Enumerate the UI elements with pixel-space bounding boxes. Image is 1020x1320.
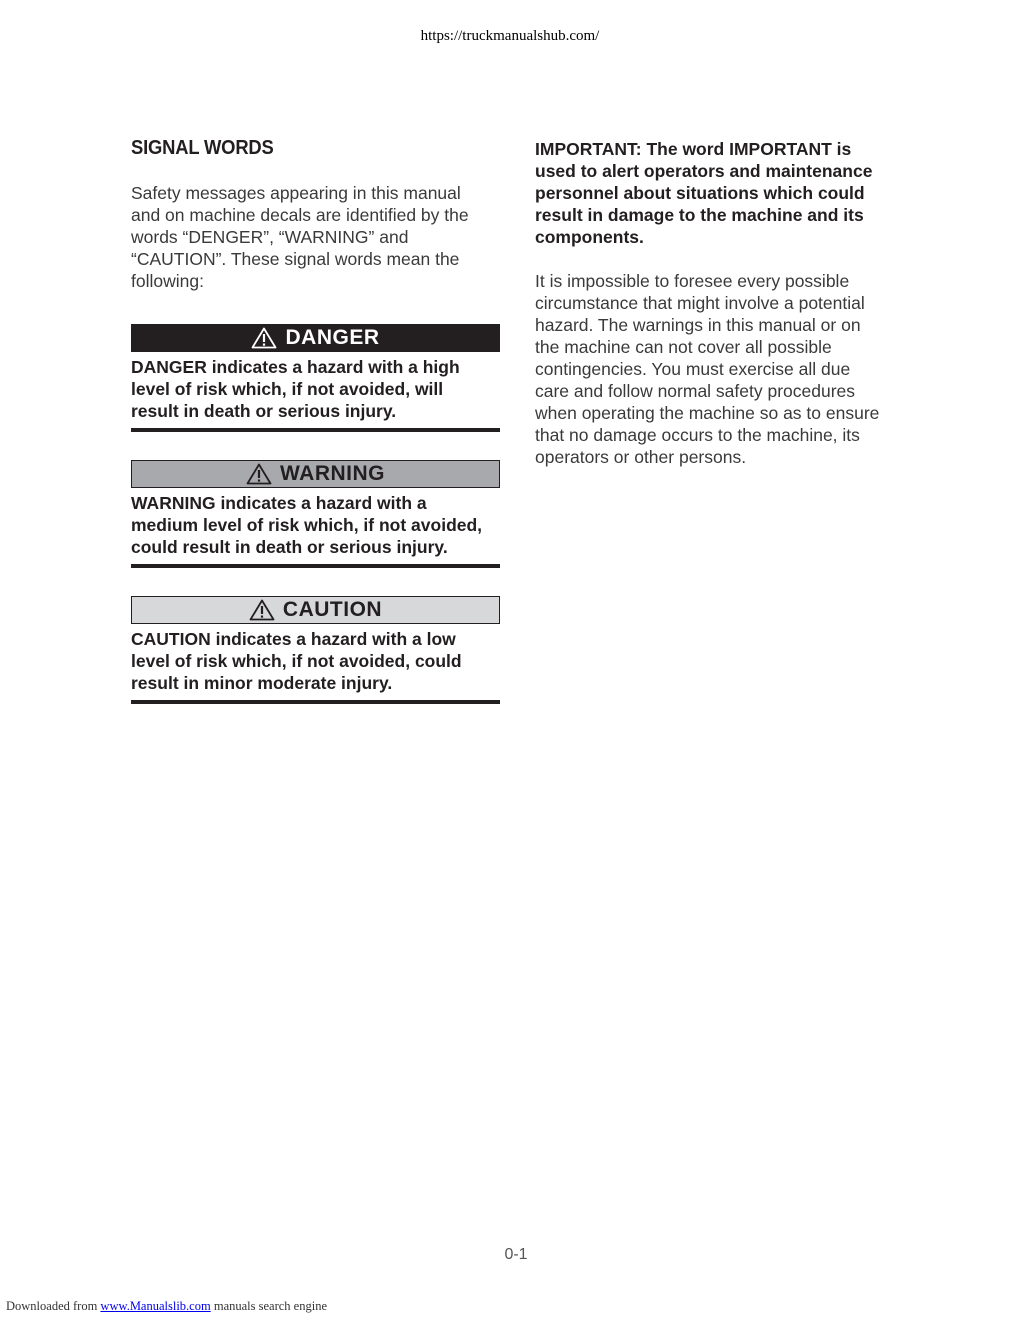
caution-description: CAUTION indicates a hazard with a low level of risk which, if not avoided, could result in minor moderate injury.: [131, 628, 500, 704]
download-footer: [6, 1299, 327, 1314]
signal-caution: [131, 596, 500, 704]
warning-triangle-icon: [246, 463, 272, 485]
danger-description: DANGER indicates a hazard with a high level of risk which, if not avoided, will result in death or serious injury.: [131, 356, 500, 432]
section-heading: SIGNAL WORDS: [131, 137, 274, 159]
warning-description: WARNING indicates a hazard with a medium level of risk which, if not avoided, could result in death or serious injury.: [131, 492, 500, 568]
manualslib-link[interactable]: www.Manualslib.com: [100, 1299, 211, 1313]
danger-banner: [131, 324, 500, 352]
warning-label: WARNING: [280, 462, 385, 485]
warning-triangle-icon: [249, 599, 275, 621]
body-paragraph: It is impossible to foresee every possible circumstance that might involve a potential hazard. The warnings in this manual or on the machine can not cover all possible contingencies. You must exercise all due care and follow normal safety procedures when operating the machine so as to ensure that no damage occurs to the machine, its operators or other persons.: [535, 271, 880, 467]
danger-label: DANGER: [285, 326, 380, 349]
left-column: [131, 136, 500, 704]
signal-warning: [131, 460, 500, 568]
caution-banner: [131, 596, 500, 624]
warning-banner: [131, 460, 500, 488]
important-paragraph: IMPORTANT: The word IMPORTANT is used to alert operators and maintenance personnel about situations which could result in damage to the machine and its components.: [535, 139, 873, 247]
footer-prefix: Downloaded from: [6, 1299, 98, 1313]
intro-paragraph: Safety messages appearing in this manual and on machine decals are identified by the words “DENGER”, “WARNING” and “CAUTION”. These signal words mean the following:: [131, 183, 469, 291]
source-url: https://truckmanualshub.com/: [420, 28, 600, 44]
page-number: 0-1: [504, 1246, 528, 1263]
right-column: [535, 138, 907, 468]
warning-triangle-icon: [251, 327, 277, 349]
signal-danger: [131, 324, 500, 432]
caution-label: CAUTION: [282, 598, 383, 621]
footer-suffix: manuals search engine: [213, 1299, 327, 1313]
